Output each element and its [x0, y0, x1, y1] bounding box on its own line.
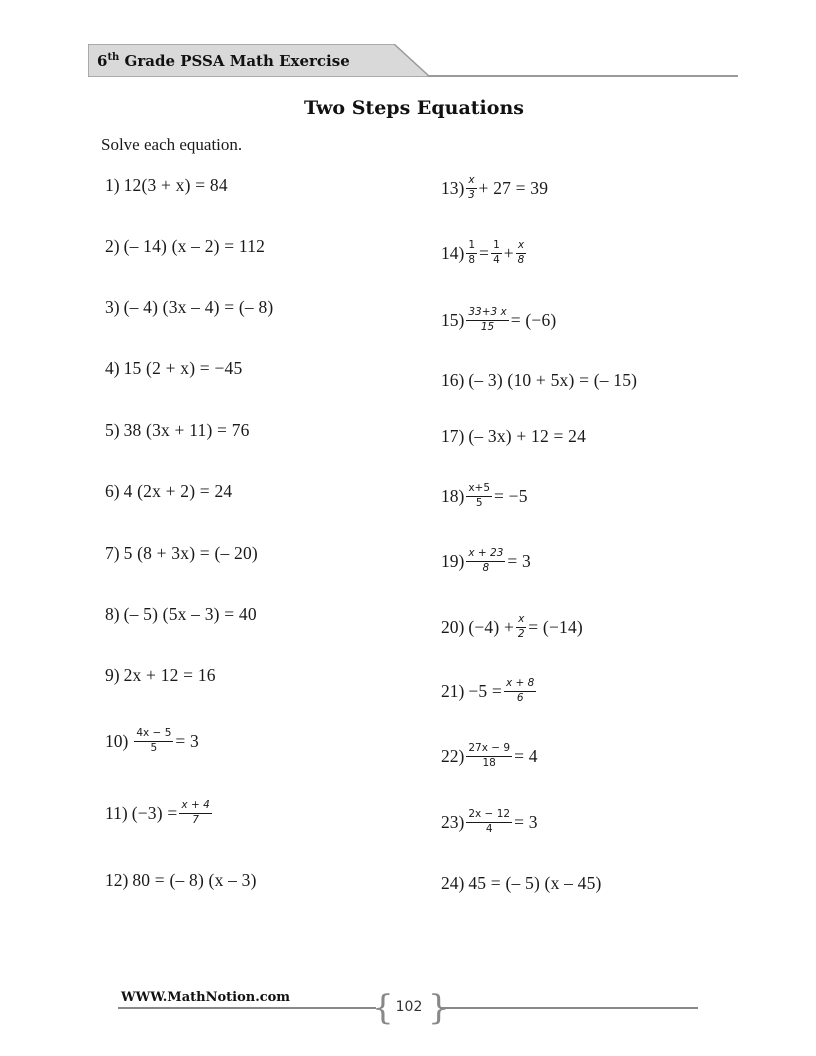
- fraction: $\frac{x + 4}{7}$: [181, 799, 210, 826]
- problem-22: 22) $\frac{27x - 9}{18}$ = 4: [441, 742, 538, 769]
- problem-18: 18) $\frac{x+5}{5}$ = −5: [441, 482, 528, 509]
- problem-9: 9) 2x + 12 = 16: [105, 664, 216, 685]
- problem-4: 4) 15 (2 + x) = −45: [105, 357, 243, 378]
- fraction: $\frac{x + 23}{8}$: [468, 547, 504, 574]
- problem-6: 6) 4 (2x + 2) = 24: [105, 480, 233, 501]
- problem-23: 23) $\frac{2x - 12}{4}$ = 3: [441, 808, 538, 835]
- left-brace-icon: {: [372, 988, 394, 1028]
- fraction: $\frac{27x - 9}{18}$: [468, 742, 511, 769]
- footer-rule-right: [440, 1007, 698, 1009]
- problem-10: 10) $\frac{4x - 5}{5}$ = 3: [105, 727, 199, 754]
- fraction: $\frac{x}{2}$: [517, 613, 525, 640]
- problem-11: 11) (−3) = $\frac{x + 4}{7}$: [105, 799, 210, 826]
- problem-3: 3) (– 4) (3x – 4) = (– 8): [105, 296, 274, 317]
- problem-15: 15) $\frac{33+3 x}{15}$ = (−6): [441, 306, 557, 333]
- problem-8: 8) (– 5) (5x – 3) = 40: [105, 603, 257, 624]
- problem-14: 14) $\frac{1}{8}$ = $\frac{1}{4}$ + $\frac{x}{8}$: [441, 239, 525, 266]
- problem-20: 20) (−4) + $\frac{x}{2}$ = (−14): [441, 613, 583, 640]
- problem-17: 17) (– 3x) + 12 = 24: [441, 425, 587, 446]
- header-title: 6th Grade PSSA Math Exercise: [97, 52, 350, 70]
- fraction: $\frac{x+5}{5}$: [468, 482, 491, 509]
- problem-19: 19) $\frac{x + 23}{8}$ = 3: [441, 547, 531, 574]
- fraction: $\frac{x}{3}$: [468, 174, 475, 201]
- footer-website: WWW.MathNotion.com: [121, 990, 291, 1005]
- fraction: $\frac{1}{4}$: [493, 239, 500, 266]
- problem-1: 1) 12(3 + x) = 84: [105, 174, 228, 195]
- problem-2: 2) (– 14) (x – 2) = 112: [105, 235, 266, 256]
- problem-7: 7) 5 (8 + 3x) = (– 20): [105, 542, 258, 563]
- fraction: $\frac{1}{8}$: [468, 239, 476, 266]
- fraction: $\frac{x + 8}{6}$: [506, 677, 535, 704]
- footer-rule-left: [118, 1007, 376, 1009]
- problem-24: 24) 45 = (– 5) (x – 45): [441, 872, 602, 893]
- problem-5: 5) 38 (3x + 11) = 76: [105, 419, 250, 440]
- right-brace-icon: }: [428, 988, 450, 1028]
- page-title: Two Steps Equations: [304, 97, 524, 119]
- fraction: $\frac{x}{8}$: [517, 239, 525, 266]
- problem-12: 12) 80 = (– 8) (x – 3): [105, 869, 257, 890]
- instructions: Solve each equation.: [101, 135, 243, 154]
- fraction: $\frac{2x - 12}{4}$: [468, 808, 511, 835]
- page-number: 102: [395, 999, 423, 1015]
- problem-16: 16) (– 3) (10 + 5x) = (– 15): [441, 369, 638, 390]
- problem-21: 21) −5 = $\frac{x + 8}{6}$: [441, 677, 535, 704]
- fraction: $\frac{4x - 5}{5}$: [136, 727, 172, 754]
- fraction: $\frac{33+3 x}{15}$: [468, 306, 507, 333]
- problem-13: 13) $\frac{x}{3}$ + 27 = 39: [441, 174, 549, 201]
